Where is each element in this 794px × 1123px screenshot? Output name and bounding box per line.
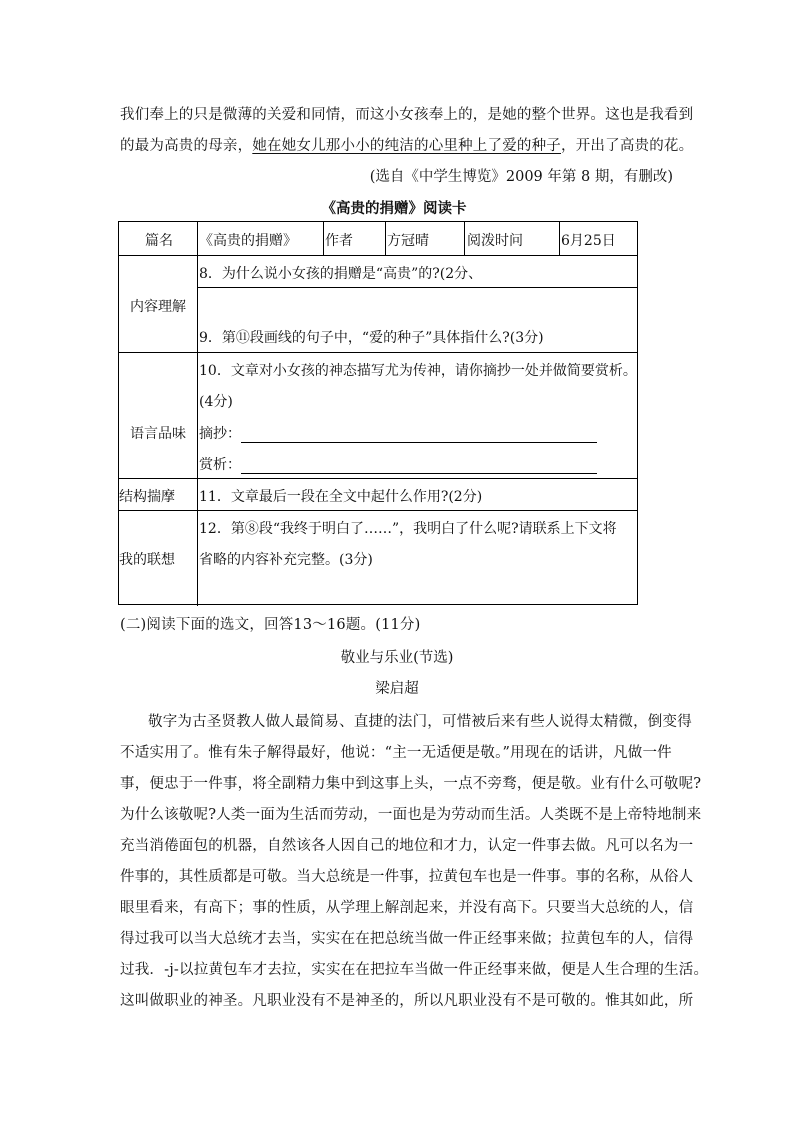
essay-line: 不适实用了。惟有朱子解得最好，他说：“主一无适便是敬。”用现在的话讲，凡做一件: [120, 745, 672, 761]
time-value: 6月25日: [561, 233, 616, 249]
question-8: 8．为什么说小女孩的捐赠是“高贵”的?(2分、: [199, 266, 483, 282]
question-12-line-2: 省略的内容补充完整。(3分): [199, 552, 373, 568]
card-title: 《高贵的捐赠》阅读卡: [321, 200, 467, 217]
time-label: 阅泼时问: [467, 233, 523, 249]
essay-line: 得过我可以当大总统才去当，实实在在把总统当做一件正经事来做；拉黄包车的人，信得: [120, 931, 694, 947]
row-label-content: 内容理解: [130, 299, 186, 315]
story-line-2: [120, 134, 693, 155]
underlined-sentence: 她在她女儿那小小的纯洁的心里种上了爱的种子: [252, 138, 562, 154]
essay-line: 这叫做职业的神圣。凡职业没有不是神圣的，所以凡职业没有不是可敬的。惟其如此，所: [120, 993, 694, 1009]
section-2-instruction: (二)阅读下面的选文，回答13～16题。(11分): [120, 617, 421, 633]
appreciation-field[interactable]: [199, 454, 597, 474]
row-label-language: 语言品味: [130, 426, 186, 442]
question-10-score: (4分): [199, 394, 233, 410]
author-label: 作者: [325, 233, 353, 249]
appreciation-label: 赏析：: [199, 457, 241, 473]
question-11: 11．文章最后一段在全文中起什么作用?(2分): [199, 489, 483, 505]
essay-title: 敬业与乐业(节选): [340, 650, 454, 666]
pian-ming-value: 《高贵的捐赠》: [199, 233, 297, 249]
question-12-line-1: 12．第⑧段“我终于明白了……”，我明白了什么呢?请联系上下文将: [199, 521, 617, 537]
essay-line: 过我．-j-以拉黄包车才去拉，实实在在把拉车当做一件正经事来做，便是人生合理的生活。: [120, 962, 709, 978]
story-line-1: 我们奉上的只是微薄的关爱和同情，而这小女孩奉上的，是她的整个世界。这也是我看到: [120, 107, 694, 123]
row-label-structure: 结构揣摩: [119, 489, 175, 505]
essay-line: 事，便忠于一件事，将全副精力集中到这事上头，一点不旁骛，便是敬。业有什么可敬呢?: [120, 776, 702, 792]
question-9: 9．第⑪段画线的句子中，“爱的种子”具体指什么?(3分): [199, 330, 544, 346]
essay-author: 梁启超: [375, 681, 419, 697]
excerpt-label: 摘抄：: [199, 426, 241, 442]
excerpt-field[interactable]: [199, 423, 597, 443]
story-line-2-post: ，开出了高贵的花。: [561, 138, 694, 154]
source-citation: (选自《中学生博览》2009 年第 8 期，有删改): [369, 169, 673, 185]
question-10: 10．文章对小女孩的神态描写尤为传神，请你摘抄一处并做简要赏析。: [199, 363, 637, 379]
reading-card-table: [118, 221, 638, 605]
essay-line: 为什么该敬呢?人类一面为生活而劳动，一面也是为劳动而生活。人类既不是上帝特地制来: [120, 807, 702, 823]
author-value: 方冠晴: [387, 233, 429, 249]
essay-line: 件事的，其性质都是可敬。当大总统是一件事，拉黄包车也是一件事。事的名称，从俗人: [120, 869, 694, 885]
essay-line: 充当消倦面包的机器，自然该各人因自己的地位和才力，认定一件事去做。凡可以名为一: [120, 838, 694, 854]
appreciation-blank[interactable]: [241, 459, 597, 474]
pian-ming-label: 篇名: [145, 233, 173, 249]
excerpt-blank[interactable]: [241, 428, 597, 443]
story-line-2-pre: 的最为高贵的母亲，: [120, 138, 253, 154]
essay-line: 眼里看来，有高下；事的性质，从学理上解剖起来，并没有高下。只要当大总统的人，信: [120, 900, 694, 916]
row-label-association: 我的联想: [119, 552, 175, 568]
essay-line: 敬字为古圣贤教人做人最简易、直捷的法门，可惜被后来有些人说得太精微，倒变得: [148, 714, 692, 730]
